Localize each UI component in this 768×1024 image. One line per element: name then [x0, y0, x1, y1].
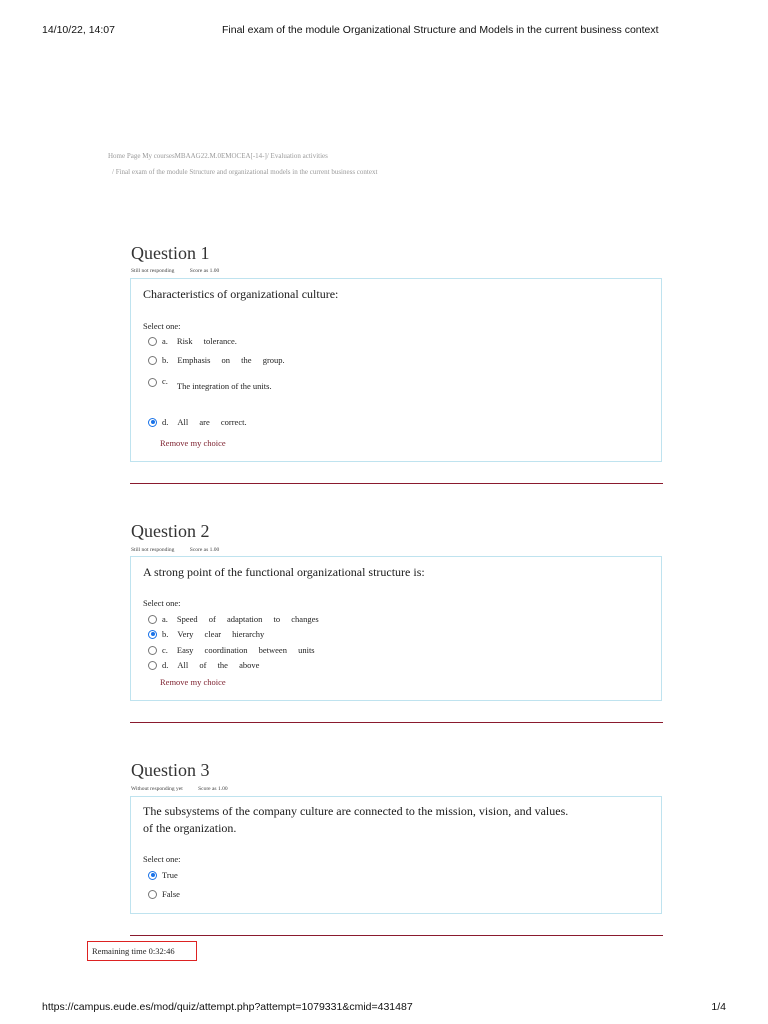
radio-icon[interactable] — [148, 646, 157, 655]
question-3-select-label: Select one: — [143, 854, 181, 864]
radio-icon[interactable] — [148, 615, 157, 624]
question-3-option-false[interactable] — [148, 889, 180, 899]
option-text: The integration of the units. — [176, 381, 272, 391]
radio-icon[interactable] — [148, 356, 157, 365]
question-divider — [130, 935, 663, 936]
question-1-option-c[interactable] — [148, 376, 272, 391]
question-2-option-d[interactable] — [148, 660, 259, 670]
question-divider — [130, 483, 663, 484]
breadcrumb-line-2[interactable]: / Final exam of the module Structure and organizational models in the current business context — [112, 168, 378, 176]
radio-checked-icon[interactable] — [148, 871, 157, 880]
question-3-state — [131, 786, 228, 792]
question-3-score: Score as 1.00 — [198, 786, 228, 792]
breadcrumb-current[interactable] — [112, 168, 377, 176]
option-letter: b. — [162, 355, 169, 365]
question-2-status: Still not responding — [131, 547, 175, 553]
question-2-option-b[interactable] — [148, 629, 264, 639]
option-text: Easy coordination between units — [176, 645, 315, 655]
question-3-text-line-2: of the organization. — [143, 821, 237, 835]
radio-checked-icon[interactable] — [148, 630, 157, 639]
question-1-text: Characteristics of organizational culture: — [143, 287, 339, 301]
option-letter: a. — [162, 336, 168, 346]
question-2-remove-choice[interactable]: Remove my choice — [160, 677, 226, 687]
question-1-remove-choice[interactable]: Remove my choice — [160, 438, 226, 448]
question-1-option-b[interactable] — [148, 355, 285, 365]
question-3-box — [130, 796, 662, 914]
option-letter: b. — [162, 629, 169, 639]
option-text: Very clear hierarchy — [177, 629, 265, 639]
question-3-title: Question 3 — [131, 760, 210, 780]
breadcrumb[interactable] — [108, 152, 328, 160]
option-text: Speed of adaptation to changes — [176, 614, 319, 624]
radio-icon[interactable] — [148, 378, 157, 387]
question-2-text: A strong point of the functional organizational structure is: — [143, 565, 425, 579]
question-3-text-line-1: The subsystems of the company culture are connected to the mission, vision, and values. — [143, 804, 569, 818]
option-letter: d. — [162, 417, 169, 427]
question-1-option-a[interactable] — [148, 336, 237, 346]
print-datetime: 14/10/22, 14:07 — [42, 24, 115, 36]
question-1-select-label: Select one: — [143, 321, 181, 331]
question-2-select-label: Select one: — [143, 598, 181, 608]
option-letter: a. — [162, 614, 168, 624]
radio-checked-icon[interactable] — [148, 418, 157, 427]
option-text: False — [162, 889, 180, 899]
question-1-status: Still not responding — [131, 268, 175, 274]
question-1-title: Question 1 — [131, 243, 210, 263]
question-1-score: Score as 1.00 — [189, 268, 220, 274]
question-2-state — [131, 547, 219, 553]
option-text: True — [162, 870, 178, 880]
option-text: All of the above — [177, 660, 260, 670]
option-text: Emphasis on the group. — [177, 355, 285, 365]
print-page-number: 1/4 — [711, 1001, 726, 1013]
question-2-option-c[interactable] — [148, 645, 315, 655]
radio-icon[interactable] — [148, 337, 157, 346]
option-text: Risk tolerance. — [176, 336, 237, 346]
question-3-status: Without responding yet — [131, 786, 183, 792]
option-letter: c. — [162, 645, 168, 655]
option-letter: d. — [162, 660, 169, 670]
question-1-option-d[interactable] — [148, 417, 247, 427]
print-title: Final exam of the module Organizational Structure and Models in the current business context — [222, 24, 659, 36]
question-2-title: Question 2 — [131, 521, 210, 541]
question-2-box — [130, 556, 662, 701]
question-3-option-true[interactable] — [148, 870, 178, 880]
question-1-state — [131, 268, 219, 274]
breadcrumb-line-1[interactable]: Home Page My coursesMBAAG22.M.0EMOCEA[-14-]/ Evaluation activities — [108, 152, 328, 160]
radio-icon[interactable] — [148, 890, 157, 899]
radio-icon[interactable] — [148, 661, 157, 670]
question-divider — [130, 722, 663, 723]
question-2-score: Score as 1.00 — [189, 547, 220, 553]
option-letter: c. — [162, 376, 168, 386]
question-1-box — [130, 278, 662, 462]
remaining-time-timer: Remaining time 0:32:46 — [87, 941, 197, 961]
question-2-option-a[interactable] — [148, 614, 319, 624]
print-url: https://campus.eude.es/mod/quiz/attempt.php?attempt=1079331&cmid=431487 — [42, 1001, 413, 1013]
option-text: All are correct. — [177, 417, 247, 427]
